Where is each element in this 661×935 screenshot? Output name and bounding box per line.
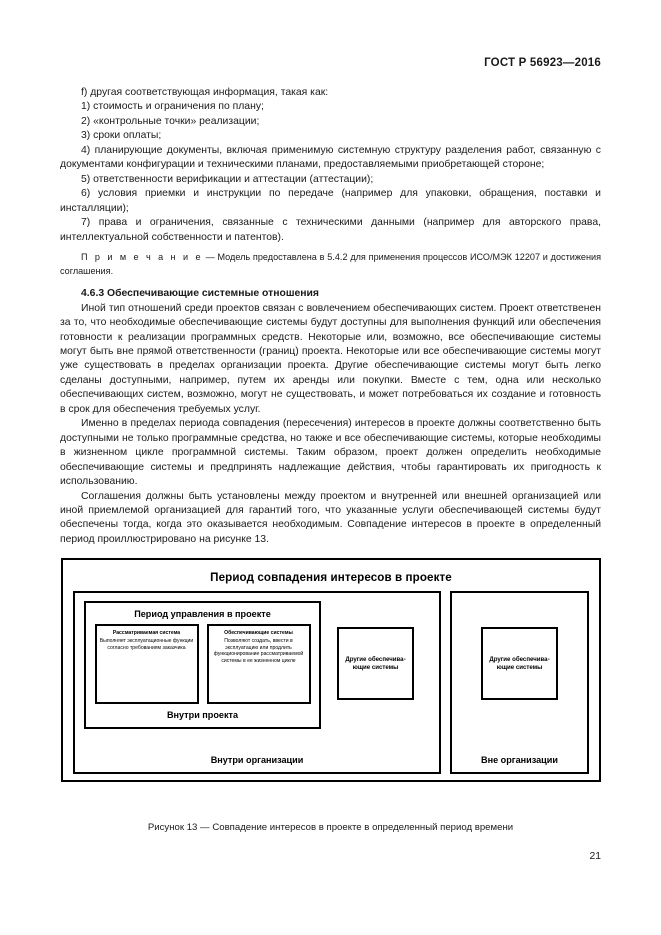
system-under-consideration-head: Рассматриваемая система — [112, 630, 181, 636]
other-enabling-systems-right-box: Другие обеспечивающие системы — [481, 627, 558, 700]
inside-organization-label: Внутри организации — [210, 755, 304, 765]
inside-organization-content — [84, 601, 430, 749]
outside-organization-label: Вне организации — [481, 755, 558, 765]
inside-project-label: Внутри проекта — [166, 710, 239, 720]
document-header: ГОСТ Р 56923—2016 — [484, 57, 601, 69]
paragraph-3: Соглашения должны быть установлены между проектом и внутренней или внешней организацией или иной приемлемой организацией для гарантий того, что указанные услуги обеспечивающей системы будут обеспечены тогда, когда это оказывается необходимым. Совпадение интересов в проекте в определенный период проиллюстрировано на рисунке 13. — [60, 490, 601, 545]
figure-caption: Рисунок 13 — Совпадение интересов в проекте в определенный период времени — [147, 822, 514, 833]
enabling-systems-head: Обеспечивающие системы — [224, 630, 293, 636]
project-management-period-title: Период управления в проекте — [134, 609, 271, 619]
list-item-1: 1) стоимость и ограничения по плану; — [81, 101, 264, 113]
inside-organization-frame — [73, 591, 441, 774]
other-enabling-middle-holder — [321, 601, 430, 700]
enabling-systems-text: Позволяют создать, ввести в эксплуатацию или продлить функционирование рассматриваемой системы в ее жизненном цикле — [213, 638, 304, 664]
project-column — [84, 601, 321, 729]
paragraph-1: Иной тип отношений среди проектов связан с вовлечением обеспечивающих систем. Проект ответственен за то, что необходимые обеспечивающие системы будут доступны для выполнения функций или обеспечения готовности к реализации программных средств. Некоторые или, возможно, все обеспечивающие системы могут быть вне прямой ответственности (границ) проекта. Некоторые или все обеспечивающие системы могут уже существовать в пределах организации проекта. Другие обеспечивающие системы могут быть легко сделаны доступными, например, путем их аренды или покупки. Вместе с тем, одна или несколько обеспечивающих систем, возможно, могут не существовать, и может потребоваться их создание и готовность в срок для обеспечения требуемых услуг. — [60, 302, 601, 415]
enabling-systems-box — [207, 624, 311, 704]
list-item-4: 4) планирующие документы, включая применимую системную структуру разделения работ, связанную с документами конфигурации и техническими планами, предоставляемыми приобретающей стороне; — [60, 144, 601, 171]
figure-outer-frame — [61, 558, 601, 782]
systems-row — [93, 624, 312, 704]
other-enabling-right-holder — [461, 601, 578, 749]
system-under-consideration-box — [95, 624, 199, 704]
list-item-7: 7) права и ограничения, связанные с техническими данными (например для авторского права, интеллектуальной собственности и патентов). — [60, 217, 601, 243]
section-heading: 4.6.3 Обеспечивающие системные отношения — [81, 287, 319, 299]
list-item-2: 2) «контрольные точки» реализации; — [81, 115, 260, 127]
document-body — [60, 86, 601, 547]
outside-organization-frame — [450, 591, 589, 774]
page-number: 21 — [589, 851, 601, 862]
list-item-3: 3) сроки оплаты; — [81, 130, 162, 142]
figure-title: Период совпадения интересов в проекте — [210, 571, 452, 584]
other-enabling-systems-middle-box: Другие обеспечивающие системы — [337, 627, 414, 700]
note-label: П р и м е ч а н и е — [81, 252, 203, 263]
figure-columns — [73, 591, 589, 774]
list-item-5: 5) ответственности верификации и аттестации (аттестации); — [81, 173, 374, 185]
project-management-period-box — [84, 601, 321, 729]
note-text: — Модель предоставлена в 5.4.2 для применения процессов ИСО/МЭК 12207 и достижения соглашения. — [60, 252, 601, 276]
note-block — [60, 245, 601, 278]
figure-13 — [61, 558, 601, 782]
list-item-f: f) другая соответствующая информация, такая как: — [81, 87, 329, 98]
list-item-6: 6) условия приемки и инструкции по передаче (например для упаковки, обращения, поставки и инсталляции); — [60, 188, 601, 214]
system-under-consideration-text: Выполняет эксплуатационные функции согласно требованиям заказчика — [99, 638, 194, 651]
paragraph-2: Именно в пределах периода совпадения (пересечения) интересов в проекте должны соответственно быть доступными не только программные средства, но также и все обеспечивающие системы, которые необходимы в жизненном цикле программной системы. Таким образом, проект должен определить необходимые обеспечивающие системы и предпринять надлежащие действия, чтобы гарантировать их пригодность к использованию. — [60, 418, 601, 488]
